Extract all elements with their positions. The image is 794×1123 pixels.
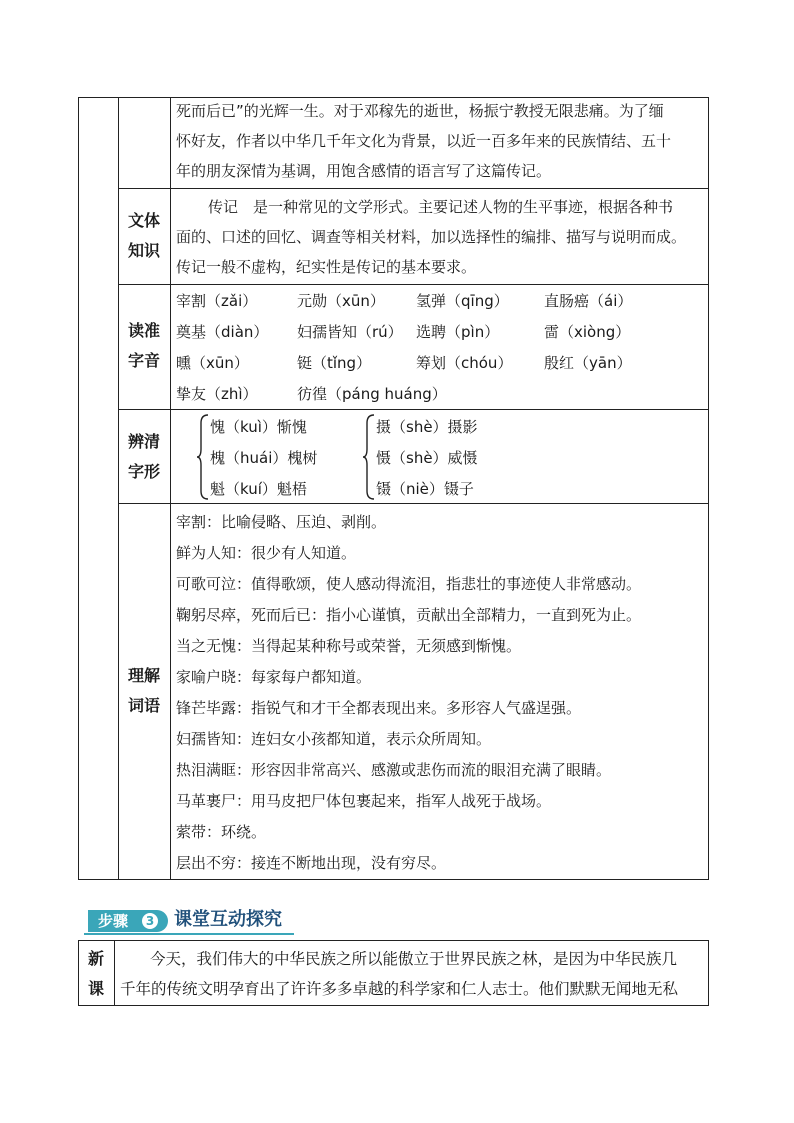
pronunciation-label-1: 读准 [127, 321, 160, 340]
pronunciation-item: 殷红（yān） [544, 354, 632, 372]
vocabulary-item: 萦带：环绕。 [176, 823, 267, 841]
genre-label-1: 文体 [127, 211, 160, 230]
pronunciation-item: 曛（xūn） [176, 354, 249, 372]
glyph-item: 摄（shè）摄影 [376, 418, 478, 436]
glyph-item: 槐（huái）槐树 [210, 449, 318, 467]
pronunciation-item: 挚友（zhì） [176, 385, 258, 403]
pronunciation-item: 筹划（chóu） [416, 354, 513, 372]
section-title-underline [84, 933, 294, 935]
genre-line: 面的、口述的回忆、调查等相关材料，加以选择性的编排、描写与说明而成。 [176, 228, 687, 246]
glyph-item: 慑（shè）威慑 [376, 449, 478, 467]
vocabulary-item: 妇孺皆知：连妇女小孩都知道，表示众所周知。 [176, 730, 492, 748]
pronunciation-item: 彷徨（páng huáng） [297, 385, 447, 403]
step-tag-label: 步骤 [98, 912, 129, 930]
pronunciation-item: 䨓（xiòng） [544, 323, 631, 341]
vocabulary-item: 可歌可泣：值得歌颂，使人感动得流泪，指悲壮的事迹使人非常感动。 [176, 575, 642, 593]
glyph-label-1: 辨清 [127, 432, 160, 451]
pronunciation-item: 氢弹（qīng） [416, 292, 509, 310]
vocabulary-item: 锋芒毕露：指锐气和才干全都表现出来。多形容人气盛逞强。 [176, 699, 582, 717]
pronunciation-label-2: 字音 [127, 351, 160, 370]
intro-line: 年的朋友深情为基调，用饱含感情的语言写了这篇传记。 [176, 162, 552, 180]
intro-line: 死而后已”的光辉一生。对于邓稼先的逝世，杨振宁教授无限悲痛。为了缅 [176, 102, 664, 120]
vocabulary-item: 宰割：比喻侵略、压迫、剥削。 [176, 513, 387, 531]
vocabulary-label-2: 词语 [127, 696, 160, 715]
new-lesson-label-1: 新 [87, 949, 104, 968]
vocabulary-item: 鲜为人知：很少有人知道。 [176, 544, 357, 562]
new-lesson-label-2: 课 [87, 979, 104, 998]
step-tag [88, 910, 168, 932]
intro-line: 怀好友，作者以中华几千年文化为背景，以近一百多年来的民族情结、五十 [176, 132, 672, 150]
pronunciation-item: 妇孺皆知（rú） [297, 323, 403, 341]
vocabulary-item: 家喻户晓：每家每户都知道。 [176, 668, 372, 686]
vocabulary-item: 马革裹尸：用马皮把尸体包裹起来，指军人战死于战场。 [176, 792, 552, 810]
left-brace-icon [196, 413, 210, 501]
pronunciation-item: 宰割（zǎi） [176, 292, 258, 310]
vocabulary-item: 当之无愧：当得起某种称号或荣誉，无须感到惭愧。 [176, 637, 522, 655]
genre-label-2: 知识 [127, 241, 160, 260]
pronunciation-item: 选聘（pìn） [416, 323, 500, 341]
section-title: 课堂互动探究 [174, 909, 282, 930]
new-lesson-line: 今天，我们伟大的中华民族之所以能傲立于世界民族之林，是因为中华民族几 [150, 950, 678, 968]
genre-line: 传记 是一种常见的文学形式。主要记述人物的生平事迹，根据各种书 [208, 198, 674, 216]
glyph-item: 镊（niè）镊子 [376, 480, 474, 498]
step-banner [84, 907, 294, 935]
step-number-icon: 3 [142, 913, 158, 929]
glyph-label-2: 字形 [127, 462, 160, 481]
pronunciation-item: 奠基（diàn） [176, 323, 269, 341]
new-lesson-line: 千年的传统文明孕育出了许许多多卓越的科学家和仁人志士。他们默默无闻地无私 [120, 980, 679, 998]
glyph-item: 魁（kuí）魁梧 [210, 480, 307, 498]
genre-line: 传记一般不虚构，纪实性是传记的基本要求。 [176, 258, 477, 276]
glyph-item: 愧（kuì）惭愧 [210, 418, 307, 436]
vocabulary-item: 热泪满眶：形容因非常高兴、感激或悲伤而流的眼泪充满了眼睛。 [176, 761, 612, 779]
pronunciation-item: 直肠癌（ái） [544, 292, 633, 310]
pronunciation-item: 元勋（xūn） [297, 292, 385, 310]
vocabulary-item: 层出不穷：接连不断地出现，没有穷尽。 [176, 854, 447, 872]
pronunciation-item: 铤（tǐng） [297, 354, 372, 372]
vocabulary-item: 鞠躬尽瘁，死而后已：指小心谨慎，贡献出全部精力，一直到死为止。 [176, 606, 642, 624]
left-brace-icon [362, 413, 376, 501]
vocabulary-label-1: 理解 [127, 666, 160, 685]
